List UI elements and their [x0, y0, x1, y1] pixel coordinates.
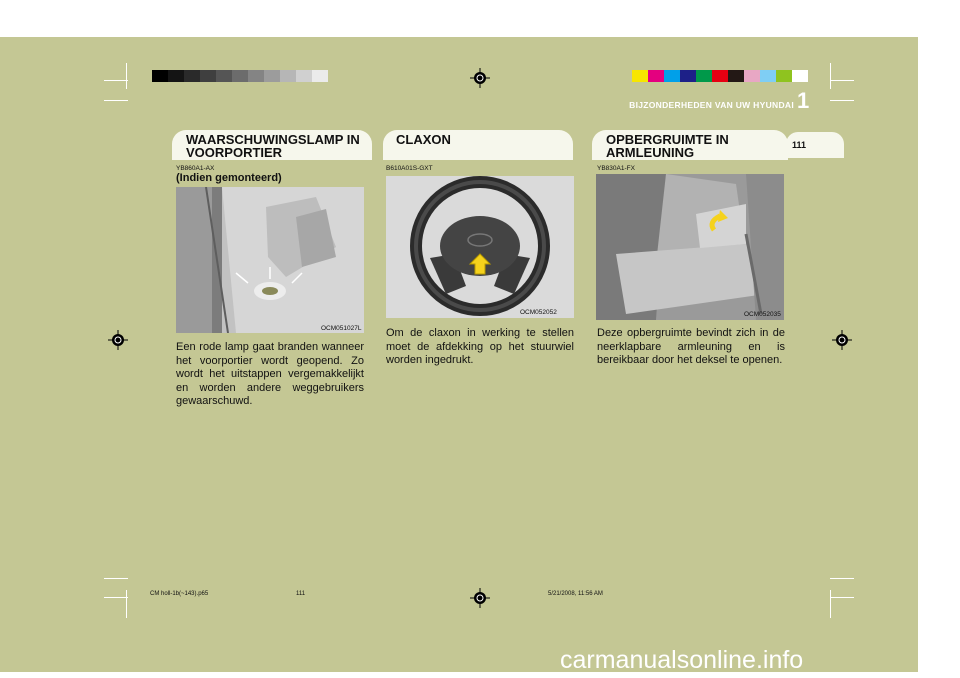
- crop-mark: [830, 63, 831, 89]
- door-warning-lamp-photo: [176, 187, 364, 333]
- chapter-number: 1: [797, 88, 810, 113]
- section-title: CLAXON: [396, 132, 451, 147]
- section-code: YB860A1-AX: [176, 165, 215, 172]
- footer-file: CM holl-1b(~143).p65: [150, 591, 209, 597]
- grayscale-bar: [152, 70, 328, 82]
- footer-page: 111: [296, 591, 306, 597]
- watermark: carmanualsonline.info: [560, 646, 804, 674]
- crop-mark: [830, 100, 854, 101]
- section-title: OPBERGRUIMTE IN ARMLEUNING: [606, 132, 729, 160]
- crop-mark: [104, 597, 128, 598]
- registration-target-icon: [832, 330, 852, 350]
- color-bar: [632, 70, 808, 82]
- image-code: OCM052035: [744, 311, 781, 318]
- crop-mark: [830, 590, 831, 618]
- crop-mark: [830, 597, 854, 598]
- crop-mark: [830, 80, 854, 81]
- crop-mark: [126, 590, 127, 618]
- image-code: OCM051027L: [321, 325, 362, 332]
- crop-mark: [126, 63, 127, 89]
- section-code: YB830A1-FX: [597, 165, 635, 172]
- section-subtitle: (Indien gemonteerd): [176, 172, 282, 184]
- section-title: WAARSCHUWINGSLAMP IN VOORPORTIER: [186, 132, 360, 160]
- registration-target-icon: [108, 330, 128, 350]
- section-body: Een rode lamp gaat branden wanneer het voorportier wordt geopend. Zo wordt het uitstappen vergemakkelijkt en worden andere weggebruikers gewaarschuwd.: [176, 341, 364, 408]
- crop-mark: [104, 80, 128, 81]
- registration-target-icon: [470, 68, 490, 88]
- image-code: OCM052052: [520, 309, 557, 316]
- crop-mark: [104, 578, 128, 579]
- section-body: Om de claxon in werking te stellen moet de afdekking op het stuurwiel worden ingedrukt.: [386, 327, 574, 367]
- page-number: 111: [792, 140, 807, 150]
- crop-mark: [830, 578, 854, 579]
- steering-wheel-photo: [386, 176, 574, 318]
- footer-timestamp: 5/21/2008, 11:56 AM: [548, 591, 603, 597]
- crop-mark: [104, 100, 128, 101]
- registration-target-icon: [470, 588, 490, 608]
- section-body: Deze opbergruimte bevindt zich in de neerklapbare armleuning en is bereikbaar door het deksel te openen.: [597, 327, 785, 367]
- section-code: B610A01S-GXT: [386, 165, 433, 172]
- section-header: BIJZONDERHEDEN VAN UW HYUNDAI: [629, 100, 794, 110]
- armrest-storage-photo: [596, 174, 784, 320]
